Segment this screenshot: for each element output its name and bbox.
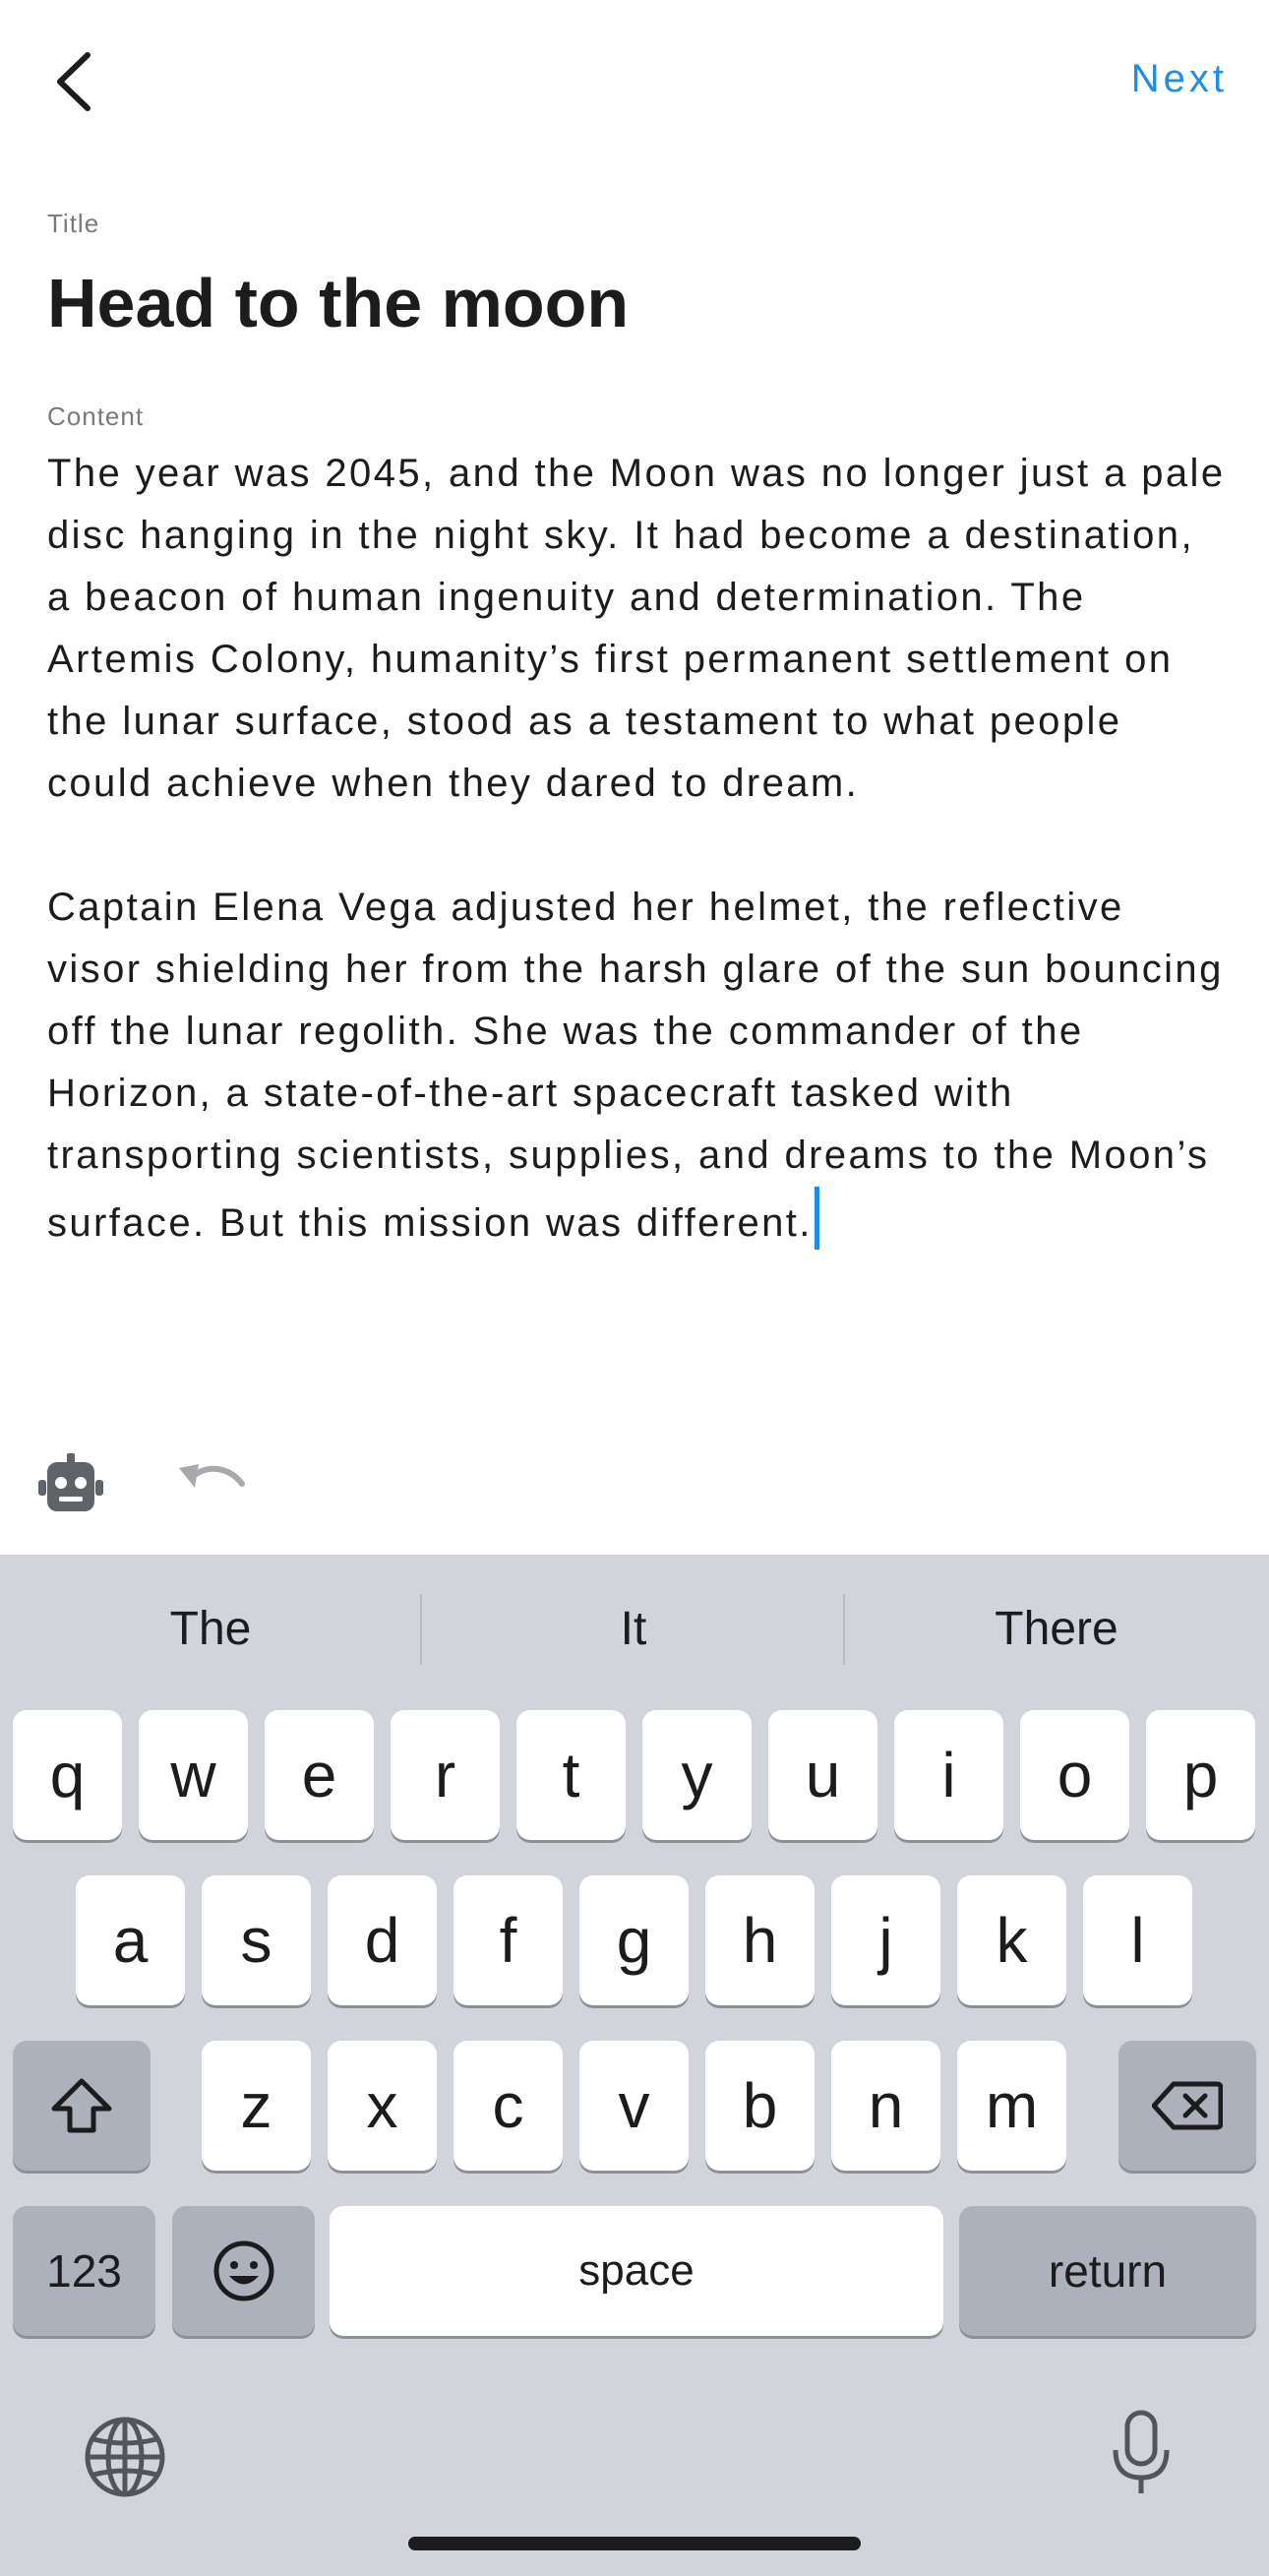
key-u[interactable]: u bbox=[768, 1710, 877, 1840]
key-o[interactable]: o bbox=[1020, 1710, 1129, 1840]
return-key[interactable]: return bbox=[959, 2206, 1256, 2336]
key-s[interactable]: s bbox=[202, 1875, 311, 2005]
key-e[interactable]: e bbox=[265, 1710, 374, 1840]
content-paragraph-2 bbox=[47, 877, 1228, 1255]
undo-icon bbox=[177, 1458, 248, 1502]
suggestion-the[interactable]: The bbox=[169, 1602, 252, 1655]
key-j[interactable]: j bbox=[831, 1875, 940, 2005]
emoji-icon bbox=[212, 2239, 275, 2302]
key-i[interactable]: i bbox=[894, 1710, 1003, 1840]
key-h[interactable]: h bbox=[705, 1875, 815, 2005]
content-editor[interactable] bbox=[47, 443, 1228, 1255]
space-key[interactable]: space bbox=[330, 2206, 943, 2336]
shift-key[interactable] bbox=[13, 2041, 151, 2171]
key-l[interactable]: l bbox=[1083, 1875, 1192, 2005]
key-q[interactable]: q bbox=[13, 1710, 122, 1840]
chevron-left-icon bbox=[54, 51, 93, 112]
key-g[interactable]: g bbox=[579, 1875, 689, 2005]
backspace-icon bbox=[1152, 2080, 1223, 2131]
suggestion-divider bbox=[843, 1594, 845, 1665]
key-k[interactable]: k bbox=[957, 1875, 1066, 2005]
microphone-icon bbox=[1110, 2409, 1173, 2497]
key-t[interactable]: t bbox=[516, 1710, 626, 1840]
numbers-key[interactable]: 123 bbox=[13, 2206, 155, 2336]
key-x[interactable]: x bbox=[328, 2041, 437, 2171]
suggestion-there[interactable]: There bbox=[995, 1602, 1118, 1655]
assistant-button[interactable] bbox=[37, 1453, 104, 1519]
home-indicator bbox=[408, 2537, 861, 2550]
key-b[interactable]: b bbox=[705, 2041, 815, 2171]
key-w[interactable]: w bbox=[139, 1710, 248, 1840]
content-paragraph-1: The year was 2045, and the Moon was no longer just a pale disc hanging in the night sky. It had become a destination, a beacon of human ingenuity and determination. The Artemis Colony, humanity’s first permanent settlement on the lunar surface, stood as a testament to what people could achieve when they dared to dream. bbox=[47, 452, 1226, 805]
key-c[interactable]: c bbox=[453, 2041, 563, 2171]
content-paragraph-2-text: Captain Elena Vega adjusted her helmet, the reflective visor shielding her from the harsh glare of the sun bouncing off the lunar regolith. She was the commander of the Horizon, a state-of-the-art spacecraft tasked with transporting scientists, supplies, and dreams to the Moon’s surface. But this mission was different. bbox=[47, 886, 1224, 1245]
key-r[interactable]: r bbox=[391, 1710, 500, 1840]
globe-icon bbox=[84, 2416, 166, 2498]
key-n[interactable]: n bbox=[831, 2041, 940, 2171]
key-f[interactable]: f bbox=[453, 1875, 563, 2005]
back-button[interactable] bbox=[54, 44, 113, 118]
key-v[interactable]: v bbox=[579, 2041, 689, 2171]
content-label: Content bbox=[47, 401, 145, 431]
key-a[interactable]: a bbox=[76, 1875, 185, 2005]
shift-icon bbox=[50, 2077, 113, 2134]
key-y[interactable]: y bbox=[642, 1710, 752, 1840]
key-p[interactable]: p bbox=[1146, 1710, 1255, 1840]
microphone-button[interactable] bbox=[1110, 2409, 1173, 2502]
undo-button[interactable] bbox=[177, 1458, 248, 1506]
title-label: Title bbox=[47, 209, 100, 238]
suggestion-it[interactable]: It bbox=[620, 1602, 647, 1655]
next-button[interactable]: Next bbox=[1130, 57, 1228, 100]
suggestion-divider bbox=[420, 1594, 422, 1665]
key-m[interactable]: m bbox=[957, 2041, 1066, 2171]
globe-button[interactable] bbox=[84, 2416, 166, 2503]
text-cursor bbox=[815, 1187, 819, 1250]
title-input[interactable]: Head to the moon bbox=[47, 265, 630, 341]
emoji-key[interactable] bbox=[172, 2206, 315, 2336]
backspace-key[interactable] bbox=[1118, 2041, 1256, 2171]
key-d[interactable]: d bbox=[328, 1875, 437, 2005]
robot-icon bbox=[37, 1453, 104, 1514]
key-z[interactable]: z bbox=[202, 2041, 311, 2171]
